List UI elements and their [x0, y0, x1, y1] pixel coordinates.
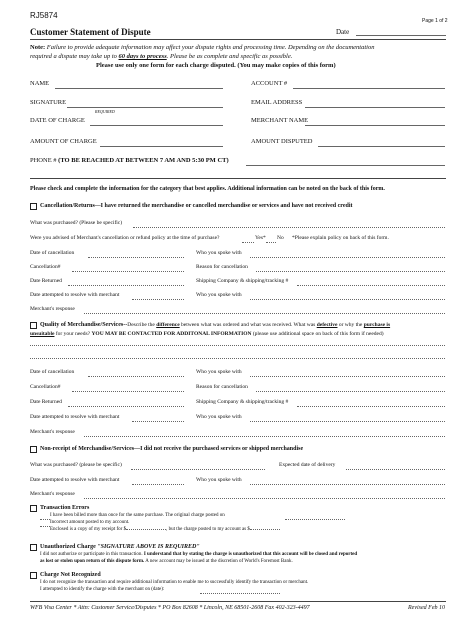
cancel-date-field[interactable]	[88, 257, 184, 258]
amount-disputed-field[interactable]	[318, 146, 445, 147]
quality-date-returned-field[interactable]	[68, 406, 184, 407]
email-field[interactable]	[305, 107, 445, 108]
quality-line-1: Quality of Merchandise/Services--Describe the difference between what was ordered and what was received. What was defective or why the purchase is	[40, 322, 391, 328]
cancel-who-spoke-field[interactable]	[250, 257, 445, 258]
quality-cancel-number-label: Cancellation#	[30, 384, 61, 390]
nonreceipt-checkbox[interactable]	[30, 446, 37, 453]
account-label: ACCOUNT #	[251, 80, 288, 87]
quality-reason-field[interactable]	[256, 391, 445, 392]
signature-field[interactable]	[67, 107, 223, 108]
quality-line-2: unsuitable for your needs? YOU MAY BE CONTACTED FOR ADDITONAL INFORMATION (please use additional space on back of this form if needed)	[30, 331, 384, 337]
nonreceipt-merchant-response-field[interactable]	[84, 498, 445, 499]
billed-twice-text: I have been billed more than once for the same purchase. The original charge posted on	[50, 513, 225, 518]
revised-date: Revised Feb 10	[408, 605, 445, 611]
quality-date-returned-label: Date Returned	[30, 399, 62, 405]
nonreceipt-what-purchased-field[interactable]	[131, 469, 265, 470]
phone-label: PHONE # (TO BE REACHED AT BETWEEN 7 AM AND 5:30 PM CT)	[30, 157, 229, 164]
signature-label: SIGNATURE	[30, 99, 67, 106]
cancel-date-label: Date of cancellation	[30, 250, 75, 256]
nonreceipt-merchant-response-label: Merchant's response	[30, 491, 75, 497]
cancel-reason-label: Reason for cancellation	[196, 264, 248, 270]
header-rule	[30, 39, 446, 40]
no-blank[interactable]	[266, 242, 276, 243]
quality-shipping-label: Shipping Company & shipping/tracking #	[196, 399, 289, 405]
billed-twice-blank[interactable]	[40, 519, 50, 520]
form-title: Customer Statement of Dispute	[30, 27, 151, 37]
phone-field[interactable]	[246, 165, 445, 166]
yes-blank[interactable]	[242, 242, 254, 243]
cancellation-checkbox[interactable]	[30, 203, 37, 210]
receipt-text: Enclosed is a copy of my receipt for $ , but the charge posted to my account as $	[50, 527, 280, 532]
category-instruction: Please check and complete the information for the category that best applies. Additional information can be noted on the back of this form.	[30, 186, 385, 192]
incorrect-amount-text: Incorrect amount posted to my account.	[50, 520, 130, 525]
cancel-who-spoke2-label: Who you spoke with	[196, 292, 242, 298]
cancel-number-label: Cancellation#	[30, 264, 61, 270]
quality-merchant-response-field[interactable]	[84, 436, 445, 437]
merchant-name-field[interactable]	[305, 125, 445, 126]
cancel-what-purchased-label: What was purchased? (Please be specific)	[30, 220, 123, 226]
not-recognized-checkbox[interactable]	[30, 572, 37, 579]
nonreceipt-attempted-field[interactable]	[132, 484, 184, 485]
account-field[interactable]	[293, 88, 445, 89]
unauthorized-checkbox[interactable]	[30, 544, 37, 551]
nonreceipt-what-purchased-label: What was purchased? (please be specific)	[30, 462, 122, 468]
cancel-shipping-label: Shipping Company & shipping/tracking #	[196, 278, 289, 284]
identify-date-field[interactable]	[200, 593, 280, 594]
cancel-who-spoke-label: Who you spoke with	[196, 250, 242, 256]
required-note: REQUIRED	[95, 109, 115, 114]
cancel-attempted-field[interactable]	[132, 299, 184, 300]
amount-of-charge-label: AMOUNT OF CHARGE	[30, 138, 97, 145]
cancel-what-purchased-field[interactable]	[133, 227, 445, 228]
quality-date-label: Date of cancellation	[30, 369, 75, 375]
note-line-1: Note: Failure to provide adequate information may affect your dispute rights and processing time. Depending on the documentation	[30, 44, 375, 51]
quality-merchant-response-label: Merchant's response	[30, 429, 75, 435]
quality-who-spoke2-field[interactable]	[250, 421, 445, 422]
name-field[interactable]	[55, 88, 223, 89]
not-recognized-title: Charge Not Recognized	[40, 572, 101, 578]
explain-policy-note: *Please explain policy on back of this form.	[292, 235, 389, 241]
date-of-charge-field[interactable]	[90, 125, 223, 126]
quality-who-spoke-label: Who you spoke with	[196, 369, 242, 375]
expected-delivery-field[interactable]	[346, 469, 445, 470]
quality-who-spoke-field[interactable]	[250, 376, 445, 377]
date-of-charge-label: DATE OF CHARGE	[30, 117, 85, 124]
transaction-errors-checkbox[interactable]	[30, 505, 37, 512]
quality-checkbox[interactable]	[30, 322, 37, 329]
yes-label: Yes*	[255, 235, 266, 241]
cancel-merchant-response-field[interactable]	[84, 313, 445, 314]
one-form-instruction: Please use only one form for each charge disputed. (You may make copies of this form)	[96, 62, 336, 69]
unauthorized-title: Unauthorized Charge "SIGNATURE ABOVE IS REQUIRED"	[40, 544, 200, 550]
date-label: Date	[336, 28, 350, 36]
date-field[interactable]	[356, 35, 446, 36]
quality-attempted-field[interactable]	[132, 421, 184, 422]
quality-who-spoke2-label: Who you spoke with	[196, 414, 242, 420]
nonreceipt-title: Non-receipt of Merchandise/Services—I did not receive the purchased services or shipped merchandise	[40, 446, 304, 452]
section-rule	[30, 178, 446, 179]
name-label: NAME	[30, 80, 50, 87]
amount-disputed-label: AMOUNT DISPUTED	[251, 138, 313, 145]
unauthorized-line-2: as lost or stolen upon return of this dispute form. A new account may be issued at the discretion of World's Foremost Bank.	[40, 559, 293, 564]
original-charge-date-field[interactable]	[285, 519, 345, 520]
amount-of-charge-field[interactable]	[100, 146, 223, 147]
cancel-reason-field[interactable]	[256, 271, 445, 272]
quality-description-line-1[interactable]	[30, 345, 445, 346]
cancel-date-returned-field[interactable]	[68, 285, 184, 286]
cancel-who-spoke2-field[interactable]	[250, 299, 445, 300]
cancel-attempted-label: Date attempted to resolve with merchant	[30, 292, 120, 298]
not-recognized-line-2: I attempted to identify the charge with the merchant on (date):	[40, 587, 165, 592]
email-label: EMAIL ADDRESS	[251, 99, 303, 106]
no-label: No	[277, 235, 284, 241]
quality-cancel-number-field[interactable]	[72, 391, 184, 392]
incorrect-amount-blank[interactable]	[40, 526, 50, 527]
quality-description-line-2[interactable]	[30, 358, 445, 359]
cancel-number-field[interactable]	[72, 271, 184, 272]
quality-shipping-field[interactable]	[297, 406, 445, 407]
nonreceipt-attempted-label: Date attempted to resolve with merchant	[30, 477, 120, 483]
cancel-date-returned-label: Date Returned	[30, 278, 62, 284]
form-id: RJ5874	[30, 11, 58, 20]
quality-date-field[interactable]	[88, 376, 184, 377]
page-number: Page 1 of 2	[422, 18, 448, 24]
cancel-shipping-field[interactable]	[297, 285, 445, 286]
not-recognized-line-1: I do not recognize the transaction and require additional information to enable me to successfully identify the transaction or merchant.	[40, 580, 309, 585]
cancellation-title: Cancellation/Returns—I have returned the merchandise or cancelled merchandise or services and have not received credit	[40, 203, 353, 209]
advised-question: Were you advised of Merchant's cancellation or refund policy at the time of purchase?	[30, 235, 220, 241]
footer-address: WFB Visa Center * Attn: Customer Service/Disputes * PO Box 82608 * Lincoln, NE 68501-2608 Fax 402-323-4497	[30, 605, 310, 611]
expected-delivery-label: Expected date of delivery	[279, 462, 336, 468]
nonreceipt-who-spoke-field[interactable]	[250, 484, 445, 485]
quality-attempted-label: Date attempted to resolve with merchant	[30, 414, 120, 420]
transaction-errors-title: Transaction Errors	[40, 505, 90, 511]
quality-reason-label: Reason for cancellation	[196, 384, 248, 390]
unauthorized-line-1: I did not authorize or participate in this transaction. I understand that by stating the charge is unauthorized that this account will be closed and reported	[40, 552, 358, 557]
nonreceipt-who-spoke-label: Who you spoke with	[196, 477, 242, 483]
note-line-2: required a dispute may take up to 60 days to process. Please be as complete and specific as possible.	[30, 53, 293, 60]
merchant-name-label: MERCHANT NAME	[251, 117, 309, 124]
footer-rule	[30, 601, 446, 602]
cancel-merchant-response-label: Merchant's response	[30, 306, 75, 312]
